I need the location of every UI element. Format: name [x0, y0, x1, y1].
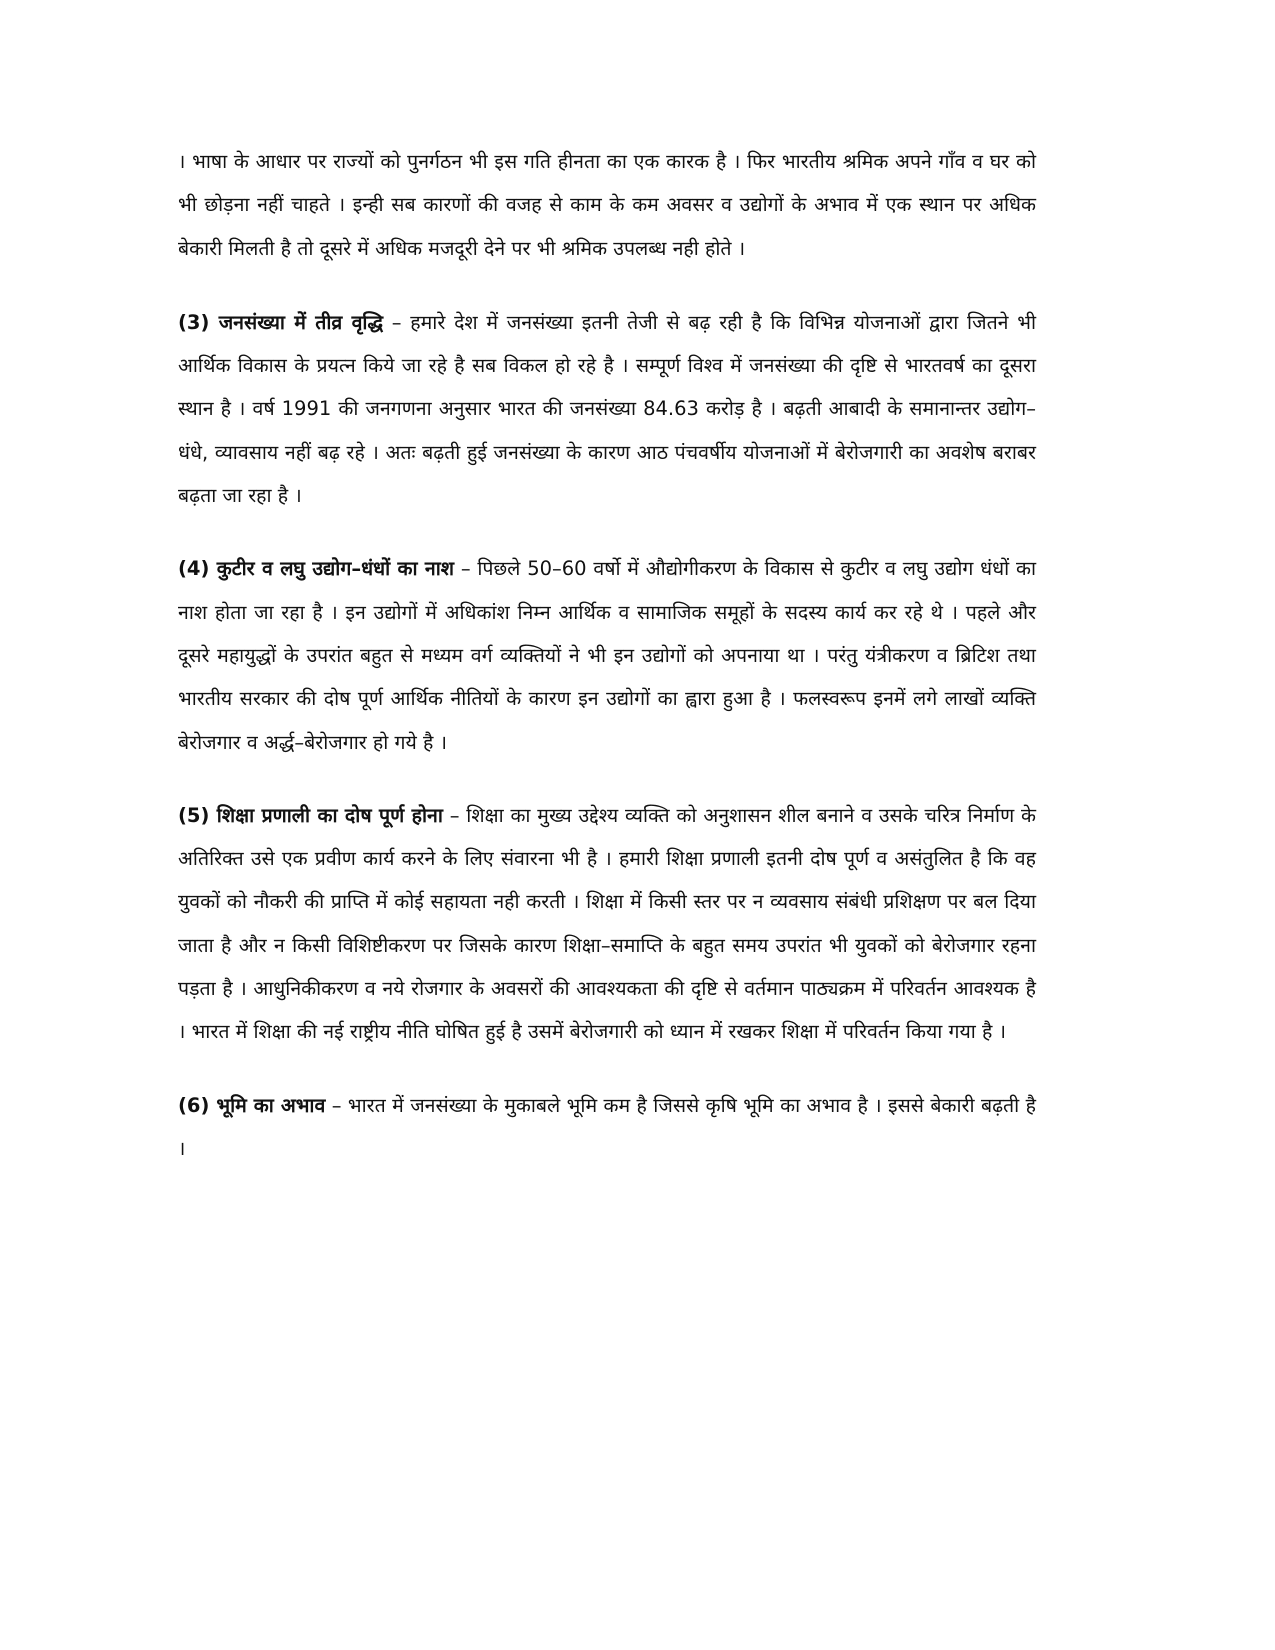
paragraph-heading: (6) भूमि का अभाव [178, 1093, 326, 1117]
paragraph-heading: (3) जनसंख्या में तीव्र वृद्धि [178, 310, 384, 334]
paragraph-cottage-industry [178, 547, 1036, 763]
paragraph-land-shortage [178, 1084, 1036, 1171]
paragraph-text: – शिक्षा का मुख्य उद्देश्य व्यक्ति को अनुशासन शील बनाने व उसके चरित्र निर्माण के अतिरिक्त उसे एक प्रवीण कार्य करने के लिए संवारना भी है । हमारी शिक्षा प्रणाली इतनी दोष पूर्ण व असंतुलित है कि वह युवकों को नौकरी की प्राप्ति में कोई सहायता नही करती । शिक्षा में किसी स्तर पर न व्यवसाय संबंधी प्रशिक्षण पर बल दिया जाता है और न किसी विशिष्टीकरण पर जिसके कारण शिक्षा–समाप्ति के बहुत समय उपरांत भी युवकों को बेरोजगार रहना पड़ता है । आधुनिकीकरण व नये रोजगार के अवसरों की आवश्यकता की दृष्टि से वर्तमान पाठ्यक्रम में परिवर्तन आवश्यक है । भारत में शिक्षा की नई राष्ट्रीय नीति घोषित हुई है उसमें बेरोजगारी को ध्यान में रखकर शिक्षा में परिवर्तन किया गया है । [178, 803, 1036, 1044]
paragraph-population-growth [178, 301, 1036, 517]
paragraph-text: – हमारे देश में जनसंख्या इतनी तेजी से बढ़ रही है कि विभिन्न योजनाओं द्वारा जितने भी आर्थिक विकास के प्रयत्न किये जा रहे है सब विकल हो रहे है । सम्पूर्ण विश्व में जनसंख्या की दृष्टि से भारतवर्ष का दूसरा स्थान है । वर्ष 1991 की जनगणना अनुसार भारत की जनसंख्या 84.63 करोड़ है । बढ़ती आबादी के समानान्तर उद्योग–धंधे, व्यावसाय नहीं बढ़ रहे । अतः बढ़ती हुई जनसंख्या के कारण आठ पंचवर्षीय योजनाओं में बेरोजगारी का अवशेष बराबर बढ़ता जा रहा है । [178, 310, 1036, 508]
paragraph-text: – भारत में जनसंख्या के मुकाबले भूमि कम है जिससे कृषि भूमि का अभाव है । इससे बेकारी बढ़ती है । [178, 1093, 1036, 1160]
document-page [178, 140, 1036, 1200]
paragraph-language-restructuring [178, 140, 1036, 270]
paragraph-education-system [178, 794, 1036, 1054]
paragraph-heading: (4) कुटीर व लघु उद्योग–धंधों का नाश [178, 557, 455, 581]
paragraph-heading: (5) शिक्षा प्रणाली का दोष पूर्ण होना [178, 803, 443, 827]
paragraph-text: – पिछले 50–60 वर्षो में औद्योगीकरण के विकास से कुटीर व लघु उद्योग धंधों का नाश होता जा रहा है । इन उद्योगों में अधिकांश निम्न आर्थिक व सामाजिक समूहों के सदस्य कार्य कर रहे थे । पहले और दूसरे महायुद्धों के उपरांत बहुत से मध्यम वर्ग व्यक्तियों ने भी इन उद्योगों को अपनाया था । परंतु यंत्रीकरण व ब्रिटिश तथा भारतीय सरकार की दोष पूर्ण आर्थिक नीतियों के कारण इन उद्योगों का ह्वारा हुआ है । फलस्वरूप इनमें लगे लाखों व्यक्ति बेरोजगार व अर्द्ध–बेरोजगार हो गये है । [178, 557, 1036, 754]
paragraph-text: । भाषा के आधार पर राज्यों को पुनर्गठन भी इस गति हीनता का एक कारक है । फिर भारतीय श्रमिक अपने गाँव व घर को भी छोड़ना नहीं चाहते । इन्ही सब कारणों की वजह से काम के कम अवसर व उद्योगों के अभाव में एक स्थान पर अधिक बेकारी मिलती है तो दूसरे में अधिक मजदूरी देने पर भी श्रमिक उपलब्ध नही होते । [178, 150, 1036, 260]
